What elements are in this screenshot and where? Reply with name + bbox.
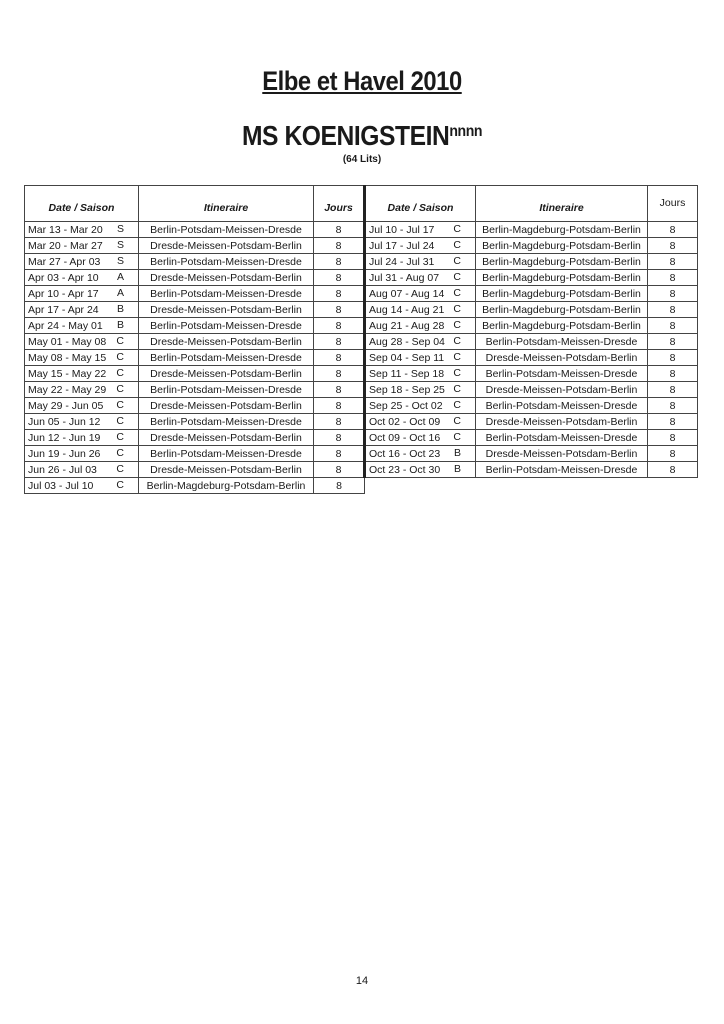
right-saison: C [453, 399, 461, 411]
right-itineraire: Berlin-Potsdam-Meissen-Dresde [476, 430, 648, 446]
ship-suffix: nnnn [449, 123, 483, 140]
left-saison: C [116, 367, 124, 379]
left-jours: 8 [314, 318, 365, 334]
right-date: Sep 11 - Sep 18 [369, 367, 445, 380]
right-jours: 8 [648, 334, 698, 350]
left-itineraire: Dresde-Meissen-Potsdam-Berlin [139, 430, 314, 446]
schedule-table [24, 185, 698, 494]
left-jours: 8 [314, 478, 365, 494]
left-date-saison-cell [25, 222, 139, 238]
left-date-saison-cell [25, 430, 139, 446]
table-row [25, 350, 698, 366]
header-date-saison-left: Date / Saison [25, 186, 139, 222]
left-saison: C [116, 351, 124, 363]
right-jours: 8 [648, 446, 698, 462]
table-row [25, 398, 698, 414]
right-jours: 8 [648, 286, 698, 302]
left-itineraire: Dresde-Meissen-Potsdam-Berlin [139, 270, 314, 286]
right-itineraire: Dresde-Meissen-Potsdam-Berlin [476, 414, 648, 430]
right-date: Jul 24 - Jul 31 [369, 255, 435, 268]
left-itineraire: Dresde-Meissen-Potsdam-Berlin [139, 334, 314, 350]
right-saison: C [453, 223, 461, 235]
right-date-saison-cell [365, 462, 476, 478]
table-row [25, 462, 698, 478]
right-date: Oct 16 - Oct 23 [369, 447, 441, 460]
right-date-saison-cell [365, 366, 476, 382]
left-date: May 15 - May 22 [28, 367, 107, 380]
left-date: Mar 27 - Apr 03 [28, 255, 101, 268]
left-saison: S [116, 239, 124, 251]
left-jours: 8 [314, 398, 365, 414]
right-date-saison-cell [365, 318, 476, 334]
right-date: Sep 25 - Oct 02 [369, 399, 443, 412]
right-itineraire: Berlin-Magdeburg-Potsdam-Berlin [476, 270, 648, 286]
left-saison: C [116, 415, 124, 427]
left-date-saison-cell [25, 302, 139, 318]
right-date: Jul 10 - Jul 17 [369, 223, 435, 236]
left-date-saison-cell [25, 478, 139, 494]
left-itineraire: Berlin-Potsdam-Meissen-Dresde [139, 382, 314, 398]
right-jours: 8 [648, 382, 698, 398]
right-date-saison-cell [365, 334, 476, 350]
right-saison: C [453, 383, 461, 395]
right-saison: C [453, 319, 461, 331]
table-row [25, 446, 698, 462]
table-row [25, 270, 698, 286]
table-row [25, 238, 698, 254]
left-date-saison-cell [25, 462, 139, 478]
left-itineraire: Berlin-Potsdam-Meissen-Dresde [139, 318, 314, 334]
left-saison: B [116, 303, 124, 315]
header-jours-left: Jours [314, 186, 365, 222]
left-saison: A [116, 271, 124, 283]
left-itineraire: Dresde-Meissen-Potsdam-Berlin [139, 462, 314, 478]
left-date: Apr 10 - Apr 17 [28, 287, 99, 300]
left-date-saison-cell [25, 382, 139, 398]
left-itineraire: Berlin-Potsdam-Meissen-Dresde [139, 286, 314, 302]
left-jours: 8 [314, 430, 365, 446]
table-row [25, 254, 698, 270]
right-saison: C [453, 255, 461, 267]
right-saison: C [453, 303, 461, 315]
left-saison: C [116, 335, 124, 347]
left-saison: A [116, 287, 124, 299]
left-saison: C [116, 431, 124, 443]
left-jours: 8 [314, 270, 365, 286]
left-itineraire: Dresde-Meissen-Potsdam-Berlin [139, 366, 314, 382]
right-date-saison-cell [365, 350, 476, 366]
right-itineraire: Berlin-Magdeburg-Potsdam-Berlin [476, 318, 648, 334]
left-date: May 01 - May 08 [28, 335, 107, 348]
left-date: May 29 - Jun 05 [28, 399, 104, 412]
left-saison: B [116, 319, 124, 331]
left-jours: 8 [314, 446, 365, 462]
left-itineraire: Berlin-Magdeburg-Potsdam-Berlin [139, 478, 314, 494]
right-jours: 8 [648, 302, 698, 318]
right-date-saison-cell [365, 270, 476, 286]
right-jours: 8 [648, 270, 698, 286]
right-itineraire: Berlin-Magdeburg-Potsdam-Berlin [476, 222, 648, 238]
right-itineraire: Berlin-Potsdam-Meissen-Dresde [476, 462, 648, 478]
right-date-saison-cell [365, 430, 476, 446]
table-row [25, 334, 698, 350]
right-itineraire: Berlin-Magdeburg-Potsdam-Berlin [476, 302, 648, 318]
left-jours: 8 [314, 222, 365, 238]
right-saison: B [453, 463, 461, 475]
left-jours: 8 [314, 366, 365, 382]
left-date: Jun 26 - Jul 03 [28, 463, 97, 476]
right-saison: C [453, 335, 461, 347]
right-jours: 8 [648, 366, 698, 382]
right-saison: C [453, 431, 461, 443]
empty-cell [648, 478, 698, 494]
left-saison: C [116, 447, 124, 459]
page-number: 14 [355, 975, 369, 987]
right-date-saison-cell [365, 398, 476, 414]
right-date-saison-cell [365, 286, 476, 302]
left-date: Jun 12 - Jun 19 [28, 431, 101, 444]
right-saison: C [453, 271, 461, 283]
left-jours: 8 [314, 334, 365, 350]
left-date-saison-cell [25, 318, 139, 334]
left-date-saison-cell [25, 350, 139, 366]
right-saison: C [453, 367, 461, 379]
left-saison: C [116, 399, 124, 411]
header-itineraire-right: Itineraire [476, 186, 648, 222]
left-date: Apr 03 - Apr 10 [28, 271, 99, 284]
right-date-saison-cell [365, 302, 476, 318]
right-date-saison-cell [365, 414, 476, 430]
right-date: Sep 18 - Sep 25 [369, 383, 445, 396]
left-itineraire: Dresde-Meissen-Potsdam-Berlin [139, 398, 314, 414]
right-saison: C [453, 415, 461, 427]
right-itineraire: Dresde-Meissen-Potsdam-Berlin [476, 446, 648, 462]
left-saison: C [116, 479, 124, 491]
right-itineraire: Berlin-Potsdam-Meissen-Dresde [476, 398, 648, 414]
right-jours: 8 [648, 318, 698, 334]
table-row [25, 382, 698, 398]
left-date: Apr 17 - Apr 24 [28, 303, 99, 316]
right-jours: 8 [648, 430, 698, 446]
left-itineraire: Berlin-Potsdam-Meissen-Dresde [139, 350, 314, 366]
left-date: Mar 13 - Mar 20 [28, 223, 103, 236]
left-date: Apr 24 - May 01 [28, 319, 103, 332]
left-date-saison-cell [25, 414, 139, 430]
right-date: Oct 02 - Oct 09 [369, 415, 441, 428]
header-itineraire-left: Itineraire [139, 186, 314, 222]
right-saison: C [453, 239, 461, 251]
left-date: Jun 05 - Jun 12 [28, 415, 101, 428]
table-row [25, 478, 698, 494]
ship-heading [43, 120, 680, 152]
page-title: Elbe et Havel 2010 [262, 66, 462, 96]
right-itineraire: Berlin-Magdeburg-Potsdam-Berlin [476, 238, 648, 254]
right-date: Sep 04 - Sep 11 [369, 351, 445, 364]
left-date-saison-cell [25, 398, 139, 414]
right-date-saison-cell [365, 254, 476, 270]
header-jours-right: Jours [648, 186, 698, 222]
left-date: Jun 19 - Jun 26 [28, 447, 101, 460]
right-date: Aug 14 - Aug 21 [369, 303, 445, 316]
right-date: Jul 31 - Aug 07 [369, 271, 440, 284]
right-date-saison-cell [365, 222, 476, 238]
right-date-saison-cell [365, 382, 476, 398]
left-itineraire: Berlin-Potsdam-Meissen-Dresde [139, 254, 314, 270]
empty-cell [365, 478, 476, 494]
right-jours: 8 [648, 254, 698, 270]
table-row [25, 430, 698, 446]
right-saison: C [453, 351, 461, 363]
left-saison: C [116, 463, 124, 475]
left-jours: 8 [314, 462, 365, 478]
left-date: Jul 03 - Jul 10 [28, 479, 94, 492]
left-date-saison-cell [25, 270, 139, 286]
right-jours: 8 [648, 462, 698, 478]
left-jours: 8 [314, 238, 365, 254]
header-row [25, 186, 698, 222]
schedule-body [25, 222, 698, 494]
left-itineraire: Berlin-Potsdam-Meissen-Dresde [139, 222, 314, 238]
right-itineraire: Dresde-Meissen-Potsdam-Berlin [476, 350, 648, 366]
right-itineraire: Dresde-Meissen-Potsdam-Berlin [476, 382, 648, 398]
left-itineraire: Berlin-Potsdam-Meissen-Dresde [139, 414, 314, 430]
left-date: May 22 - May 29 [28, 383, 107, 396]
right-itineraire: Berlin-Magdeburg-Potsdam-Berlin [476, 286, 648, 302]
right-date: Aug 07 - Aug 14 [369, 287, 445, 300]
right-itineraire: Berlin-Potsdam-Meissen-Dresde [476, 334, 648, 350]
ship-capacity: (64 Lits) [342, 154, 382, 165]
left-date-saison-cell [25, 254, 139, 270]
header-date-saison-right: Date / Saison [365, 186, 476, 222]
right-date-saison-cell [365, 238, 476, 254]
right-date: Oct 09 - Oct 16 [369, 431, 441, 444]
table-row [25, 222, 698, 238]
right-jours: 8 [648, 350, 698, 366]
left-date: Mar 20 - Mar 27 [28, 239, 103, 252]
ship-name: MS KOENIGSTEIN [241, 120, 450, 151]
right-jours: 8 [648, 222, 698, 238]
left-date: May 08 - May 15 [28, 351, 107, 364]
table-row [25, 318, 698, 334]
right-date: Aug 21 - Aug 28 [369, 319, 445, 332]
left-jours: 8 [314, 414, 365, 430]
right-jours: 8 [648, 238, 698, 254]
table-row [25, 414, 698, 430]
left-jours: 8 [314, 302, 365, 318]
table-row [25, 302, 698, 318]
right-date: Aug 28 - Sep 04 [369, 335, 445, 348]
left-date-saison-cell [25, 334, 139, 350]
right-date: Oct 23 - Oct 30 [369, 463, 441, 476]
left-date-saison-cell [25, 286, 139, 302]
right-saison: B [453, 447, 461, 459]
right-date-saison-cell [365, 446, 476, 462]
left-date-saison-cell [25, 366, 139, 382]
left-jours: 8 [314, 382, 365, 398]
right-saison: C [453, 287, 461, 299]
table-row [25, 286, 698, 302]
empty-cell [476, 478, 648, 494]
left-date-saison-cell [25, 238, 139, 254]
left-itineraire: Dresde-Meissen-Potsdam-Berlin [139, 238, 314, 254]
right-jours: 8 [648, 398, 698, 414]
left-jours: 8 [314, 286, 365, 302]
left-jours: 8 [314, 350, 365, 366]
right-date: Jul 17 - Jul 24 [369, 239, 435, 252]
left-itineraire: Berlin-Potsdam-Meissen-Dresde [139, 446, 314, 462]
table-row [25, 366, 698, 382]
right-itineraire: Berlin-Magdeburg-Potsdam-Berlin [476, 254, 648, 270]
left-saison: S [116, 223, 124, 235]
left-itineraire: Dresde-Meissen-Potsdam-Berlin [139, 302, 314, 318]
right-itineraire: Berlin-Potsdam-Meissen-Dresde [476, 366, 648, 382]
left-jours: 8 [314, 254, 365, 270]
left-saison: S [116, 255, 124, 267]
left-saison: C [116, 383, 124, 395]
right-jours: 8 [648, 414, 698, 430]
left-date-saison-cell [25, 446, 139, 462]
